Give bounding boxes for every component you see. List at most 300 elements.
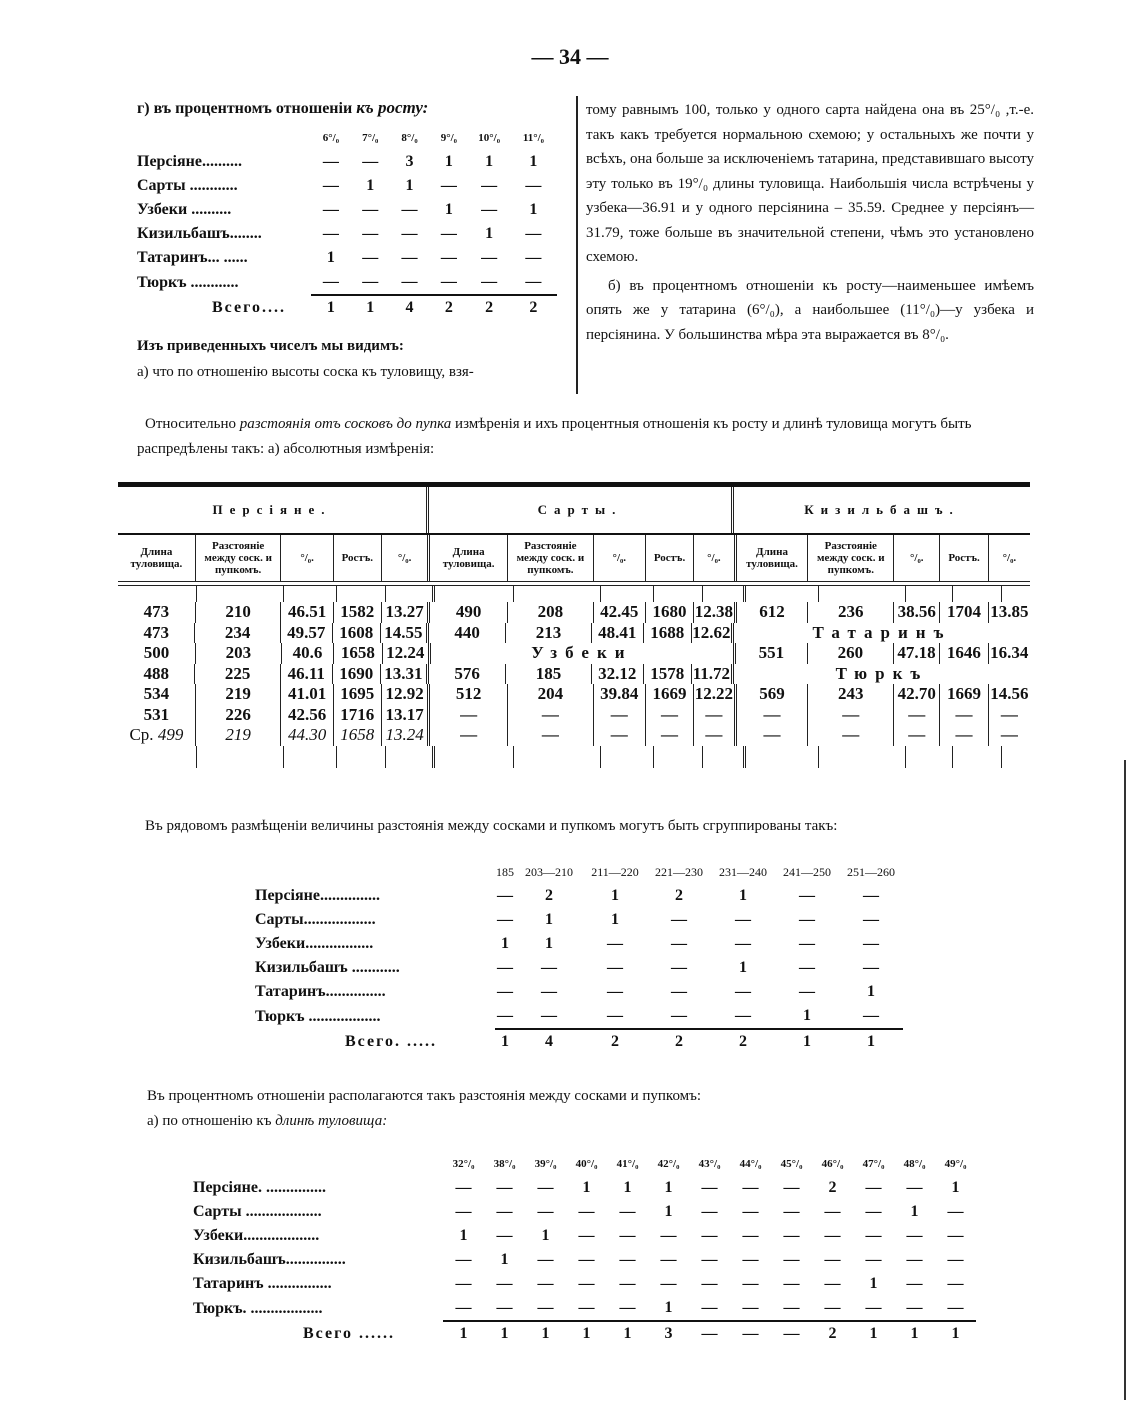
cell: — <box>496 1275 513 1292</box>
measurements-table <box>118 482 1030 768</box>
cell: — <box>863 887 879 904</box>
table-row <box>193 1248 976 1272</box>
cell: — <box>607 1007 623 1024</box>
table-row <box>255 908 903 932</box>
cell: 473 <box>118 623 195 644</box>
cell: — <box>525 177 542 194</box>
cell: — <box>322 273 339 290</box>
table-row <box>118 684 1030 705</box>
cell: — <box>824 1203 841 1220</box>
row-label: Узбеки................... <box>193 1227 320 1244</box>
cell: — <box>824 1299 841 1316</box>
cell: 203 <box>196 643 282 664</box>
cell: 551 <box>736 643 808 664</box>
subheader-row <box>118 535 1030 581</box>
subheader: °/₀. <box>594 535 646 581</box>
table-row <box>255 1004 903 1029</box>
cell: 531 <box>118 705 196 726</box>
cell: 38.56 <box>894 602 940 623</box>
column-header: 211—220 <box>591 864 639 879</box>
cell: 225 <box>195 664 280 685</box>
table-row <box>193 1224 976 1248</box>
cell: 1 <box>611 887 619 904</box>
cell: 12.24 <box>383 643 431 664</box>
cell: — <box>537 1203 554 1220</box>
cell: — <box>440 273 457 290</box>
cell: 499 <box>157 725 184 744</box>
percent-intro-italic: длинѣ туловища: <box>275 1113 388 1129</box>
cell: — <box>894 725 940 746</box>
column-header: 43°/₀ <box>698 1158 721 1170</box>
subheader: °/₀. <box>382 535 430 581</box>
percent-intro-line1: Въ процентномъ отношеніи располагаются такъ разстоянія между сосками и пупкомъ: <box>147 1088 702 1104</box>
cell: — <box>362 201 379 218</box>
column-header: 9°/₀ <box>440 132 457 144</box>
table-row <box>118 602 1030 623</box>
cell: — <box>947 1251 964 1268</box>
row-label: Сарты ................... <box>193 1203 322 1220</box>
cell: 46.51 <box>281 602 333 623</box>
cell: — <box>783 1275 800 1292</box>
row-label: Кизильбашъ ............ <box>255 959 400 976</box>
cell: — <box>947 1275 964 1292</box>
cell: — <box>783 1251 800 1268</box>
measurements-intro <box>137 412 1037 462</box>
cell: 2 <box>469 295 510 320</box>
cell: 1 <box>351 295 390 320</box>
table-header-row <box>255 860 903 884</box>
cell: — <box>906 1299 923 1316</box>
subheader: Разстояніе между соск. и пупкомъ. <box>808 535 894 581</box>
column-header: 40°/₀ <box>575 1158 598 1170</box>
cell: 488 <box>118 664 195 685</box>
cell: — <box>430 705 508 726</box>
cell: — <box>799 983 815 1000</box>
cell: 213 <box>506 623 591 644</box>
cell: 39.84 <box>594 684 646 705</box>
cell: 1716 <box>334 705 382 726</box>
group-header-row <box>118 487 1030 533</box>
subheader: Длина туловища. <box>737 535 809 581</box>
cell: 490 <box>430 602 508 623</box>
cell: 44.30 <box>281 725 333 746</box>
cell: — <box>455 1251 472 1268</box>
cell: — <box>799 911 815 928</box>
column-header: 39°/₀ <box>534 1158 557 1170</box>
cell: 500 <box>118 643 196 664</box>
cell: — <box>481 273 498 290</box>
group-header-persians: Персіяне. <box>118 487 429 533</box>
cell: — <box>824 1227 841 1244</box>
table-header-row <box>137 126 557 150</box>
cell: 1 <box>326 249 335 266</box>
cell: 14.56 <box>990 684 1029 703</box>
table-row <box>137 222 557 246</box>
cell: 1680 <box>646 602 694 623</box>
total-row <box>137 295 557 320</box>
cell: 2 <box>812 1321 853 1346</box>
column-header: 48°/₀ <box>903 1158 926 1170</box>
cell: — <box>799 935 815 952</box>
cell: — <box>619 1275 636 1292</box>
cell: 2 <box>647 1029 711 1054</box>
cell: 1 <box>894 1321 935 1346</box>
subheader: Длина туловища. <box>118 535 196 581</box>
cell: — <box>799 887 815 904</box>
cell: 16.34 <box>990 643 1029 662</box>
row-label: Сарты.................. <box>255 911 376 928</box>
cell: — <box>497 887 513 904</box>
cell: — <box>322 201 339 218</box>
cell: — <box>865 1299 882 1316</box>
column-header: 46°/₀ <box>821 1158 844 1170</box>
cell: 226 <box>196 705 282 726</box>
cell: — <box>737 705 809 726</box>
cell: — <box>701 1227 718 1244</box>
cell: 1 <box>623 1179 632 1196</box>
cell: — <box>496 1203 513 1220</box>
table-row <box>193 1176 976 1200</box>
cell: 1690 <box>333 664 381 685</box>
cell: — <box>537 1179 554 1196</box>
cell: 12.62 <box>692 623 734 644</box>
cell: — <box>440 177 457 194</box>
cell: — <box>701 1299 718 1316</box>
cell: 1704 <box>940 602 988 623</box>
cell: 1 <box>500 1251 509 1268</box>
cell: 13.17 <box>382 705 430 726</box>
cell: — <box>742 1227 759 1244</box>
cell: 1 <box>664 1299 673 1316</box>
row-label: Узбеки .......... <box>137 201 232 218</box>
cell: — <box>824 1251 841 1268</box>
cell: — <box>906 1251 923 1268</box>
cell: — <box>735 935 751 952</box>
cell: — <box>440 249 457 266</box>
cell: — <box>735 983 751 1000</box>
cell: — <box>863 1007 879 1024</box>
row-label: Тюркъ .................. <box>255 1007 381 1025</box>
grouping-table <box>255 860 903 1054</box>
subgroup-label-tatar: Татаринъ <box>812 622 952 642</box>
heading-italic: къ росту: <box>356 98 429 117</box>
cell: 1 <box>366 177 375 194</box>
cell: — <box>694 705 736 726</box>
cell: — <box>497 1007 513 1024</box>
row-label: Персіяне.......... <box>137 153 242 170</box>
cell: — <box>525 249 542 266</box>
cell: — <box>742 1251 759 1268</box>
cell: 612 <box>737 602 809 623</box>
cell: — <box>742 1179 759 1196</box>
cell: 1669 <box>940 684 988 705</box>
cell: 576 <box>429 664 506 685</box>
table-row <box>255 884 903 908</box>
cell: 473 <box>118 602 196 623</box>
row-label: Татаринъ... ...... <box>137 249 248 266</box>
cell: 1 <box>869 1275 878 1292</box>
cell: 47.18 <box>894 643 940 664</box>
cell: 12.92 <box>382 684 430 705</box>
group-header-sarts: Сарты. <box>429 487 734 533</box>
percent-table <box>193 1152 976 1346</box>
cell: 1658 <box>334 725 382 746</box>
subgroup-label-uzbek: Узбеки <box>431 643 736 664</box>
total-label: Всего.... <box>212 298 286 316</box>
cell: — <box>671 983 687 1000</box>
row-label: Узбеки................. <box>255 935 374 952</box>
cell: — <box>735 1007 751 1024</box>
cell: — <box>671 959 687 976</box>
cell: 42.56 <box>281 705 333 726</box>
row-label: Тюркъ ............ <box>137 273 239 291</box>
right-column <box>586 98 1034 347</box>
cell: 1 <box>607 1321 648 1346</box>
cell: 1 <box>529 153 538 170</box>
cell: — <box>401 273 418 290</box>
cell: — <box>401 225 418 242</box>
cell: 1695 <box>334 684 382 705</box>
cell: 210 <box>196 602 282 623</box>
table-row <box>118 643 1030 664</box>
cell: 2 <box>711 1029 775 1054</box>
cell: 46.11 <box>281 664 333 685</box>
cell: 185 <box>506 664 591 685</box>
cell: 1608 <box>333 623 381 644</box>
table-row <box>193 1200 976 1224</box>
cell: 1 <box>444 153 453 170</box>
total-label: Всего ...... <box>303 1324 395 1342</box>
page-number: — 34 — <box>531 44 609 69</box>
cell: — <box>940 725 988 746</box>
cell: — <box>671 911 687 928</box>
cell: — <box>906 1179 923 1196</box>
cell: 2 <box>429 295 468 320</box>
row-label: Персіяне............... <box>255 887 380 904</box>
cell: — <box>865 1227 882 1244</box>
cell: — <box>578 1227 595 1244</box>
average-cell <box>118 725 196 746</box>
cell: 1 <box>803 1007 811 1024</box>
average-row <box>118 725 1030 746</box>
total-label: Всего. ..... <box>345 1032 437 1050</box>
cell: — <box>742 1299 759 1316</box>
cell: — <box>594 705 646 726</box>
cell: — <box>440 225 457 242</box>
cell: — <box>671 1007 687 1024</box>
cell: — <box>594 725 646 746</box>
left-column <box>137 98 557 384</box>
table-header-row <box>193 1152 976 1176</box>
cell: — <box>430 725 508 746</box>
cell: — <box>646 705 694 726</box>
cell: 1669 <box>646 684 694 705</box>
subheader: Ростъ. <box>646 535 694 581</box>
cell: 13.31 <box>381 664 429 685</box>
table-row <box>193 1296 976 1321</box>
cell: 1 <box>910 1203 919 1220</box>
subheader: Длина туловища. <box>430 535 508 581</box>
column-header: 32°/₀ <box>452 1158 475 1170</box>
table-row <box>118 664 1030 685</box>
cell: — <box>578 1275 595 1292</box>
table-row <box>255 980 903 1004</box>
cell: — <box>401 201 418 218</box>
cell: 236 <box>808 602 894 623</box>
cell: 13.85 <box>990 602 1029 621</box>
cell: 208 <box>508 602 594 623</box>
cell: — <box>660 1227 677 1244</box>
total-row <box>255 1029 903 1054</box>
cell: 512 <box>430 684 508 705</box>
cell: 3 <box>648 1321 689 1346</box>
table-row <box>137 198 557 222</box>
paragraph: б) въ процентномъ отношеніи къ росту—наименьшее имѣемъ опять же у татарина (6°/₀), а наибольшее (11°/₀)—у узбека и персіянина. У большинства мѣра эта выражается въ 8°/₀. <box>586 277 1034 343</box>
cell: — <box>689 1321 730 1346</box>
cell: 4 <box>390 295 429 320</box>
column-header: 49°/₀ <box>944 1158 967 1170</box>
subheader: °/₀. <box>1002 552 1017 564</box>
cell: — <box>824 1275 841 1292</box>
cell: — <box>894 705 940 726</box>
cell: 1 <box>485 225 494 242</box>
cell: 1578 <box>644 664 692 685</box>
row-label: Кизильбашъ............... <box>193 1251 346 1268</box>
cell: 1 <box>775 1029 839 1054</box>
average-label: Ср. <box>129 725 154 744</box>
cell: 1 <box>853 1321 894 1346</box>
cell: 1 <box>444 201 453 218</box>
cell: — <box>455 1275 472 1292</box>
cell: — <box>865 1251 882 1268</box>
cell: 42.70 <box>894 684 940 705</box>
cell: — <box>865 1179 882 1196</box>
cell: — <box>362 273 379 290</box>
cell: — <box>808 725 894 746</box>
grouping-intro: Въ рядовомъ размѣщеніи величины разстоянія между сосками и пупкомъ могутъ быть сгруппированы такъ: <box>145 818 838 834</box>
cell: — <box>906 1275 923 1292</box>
cell: 32.12 <box>592 664 644 685</box>
cell: — <box>537 1251 554 1268</box>
cell: 1 <box>525 1321 566 1346</box>
subheader: °/₀. <box>694 535 736 581</box>
section-heading-g <box>137 98 557 118</box>
cell: — <box>940 705 988 726</box>
cell: — <box>619 1299 636 1316</box>
column-header: 203—210 <box>525 864 573 879</box>
cell: 13.24 <box>382 725 430 746</box>
cell: 12.38 <box>694 602 736 623</box>
cell: 1 <box>484 1321 525 1346</box>
cell: — <box>863 959 879 976</box>
cell: — <box>497 911 513 928</box>
cell: — <box>322 177 339 194</box>
cell: — <box>578 1299 595 1316</box>
cell: 4 <box>515 1029 583 1054</box>
column-header: 7°/₀ <box>362 132 379 144</box>
cell: — <box>947 1203 964 1220</box>
column-header: 6°/₀ <box>322 132 340 144</box>
cell: — <box>362 249 379 266</box>
table-row <box>118 623 1030 644</box>
cell: — <box>362 153 379 170</box>
subheader: Разстояніе между соск. и пупкомъ. <box>508 535 594 581</box>
cell: 569 <box>737 684 809 705</box>
column-header: 241—250 <box>783 864 831 879</box>
cell: 1 <box>664 1179 673 1196</box>
table-row <box>137 246 557 270</box>
cell: 1 <box>459 1227 468 1244</box>
cell: — <box>619 1251 636 1268</box>
cell: 1 <box>664 1203 673 1220</box>
cell: — <box>730 1321 771 1346</box>
cell: 204 <box>508 684 594 705</box>
column-header: 185 <box>496 864 514 879</box>
cell: 2 <box>675 887 683 904</box>
spacer <box>118 746 1030 768</box>
cell: 1 <box>501 935 509 952</box>
table-row <box>255 932 903 956</box>
cell: 234 <box>195 623 280 644</box>
cell: 1 <box>839 1029 903 1054</box>
column-header: 221—230 <box>655 864 703 879</box>
cell: — <box>771 1321 812 1346</box>
heading-text: г) въ процентномъ отношеніи <box>137 100 357 117</box>
column-header: 42°/₀ <box>657 1158 680 1170</box>
cell: — <box>701 1179 718 1196</box>
paragraph: Изъ приведенныхъ чиселъ мы видимъ: <box>137 338 404 354</box>
subheader: Ростъ. <box>334 535 382 581</box>
table-row <box>137 150 557 174</box>
cell: 1658 <box>334 643 382 664</box>
cell: — <box>481 249 498 266</box>
cell: — <box>497 959 513 976</box>
column-header: 10°/₀ <box>478 132 501 144</box>
cell: 1 <box>545 911 553 928</box>
cell: 1 <box>485 153 494 170</box>
cell: 1 <box>443 1321 484 1346</box>
cell: — <box>783 1203 800 1220</box>
cell: — <box>525 225 542 242</box>
cell: — <box>541 1007 557 1024</box>
column-header: 41°/₀ <box>616 1158 639 1170</box>
cell: — <box>322 153 339 170</box>
cell: 3 <box>405 153 414 170</box>
row-label: Татаринъ............... <box>255 983 386 1000</box>
cell: — <box>863 911 879 928</box>
percent-intro-text: а) по отношенію къ <box>147 1113 276 1129</box>
column-header: 251—260 <box>847 864 895 879</box>
page-edge-rule <box>1124 760 1126 1400</box>
intro-italic: разстоянія отъ сосковъ до пупка <box>239 416 452 432</box>
cell: — <box>783 1227 800 1244</box>
cell: 1646 <box>940 643 988 664</box>
column-header: 231—240 <box>719 864 767 879</box>
total-row <box>193 1321 976 1346</box>
cell: 1 <box>529 201 538 218</box>
cell: 12.22 <box>694 684 736 705</box>
cell: — <box>947 1299 964 1316</box>
cell: 1 <box>611 911 619 928</box>
cell: — <box>481 177 498 194</box>
cell: — <box>578 1203 595 1220</box>
cell: — <box>947 1227 964 1244</box>
cell: 1 <box>582 1179 591 1196</box>
cell: — <box>537 1275 554 1292</box>
column-header: 44°/₀ <box>739 1158 762 1170</box>
cell: — <box>742 1275 759 1292</box>
subheader: Ростъ. <box>940 535 988 581</box>
